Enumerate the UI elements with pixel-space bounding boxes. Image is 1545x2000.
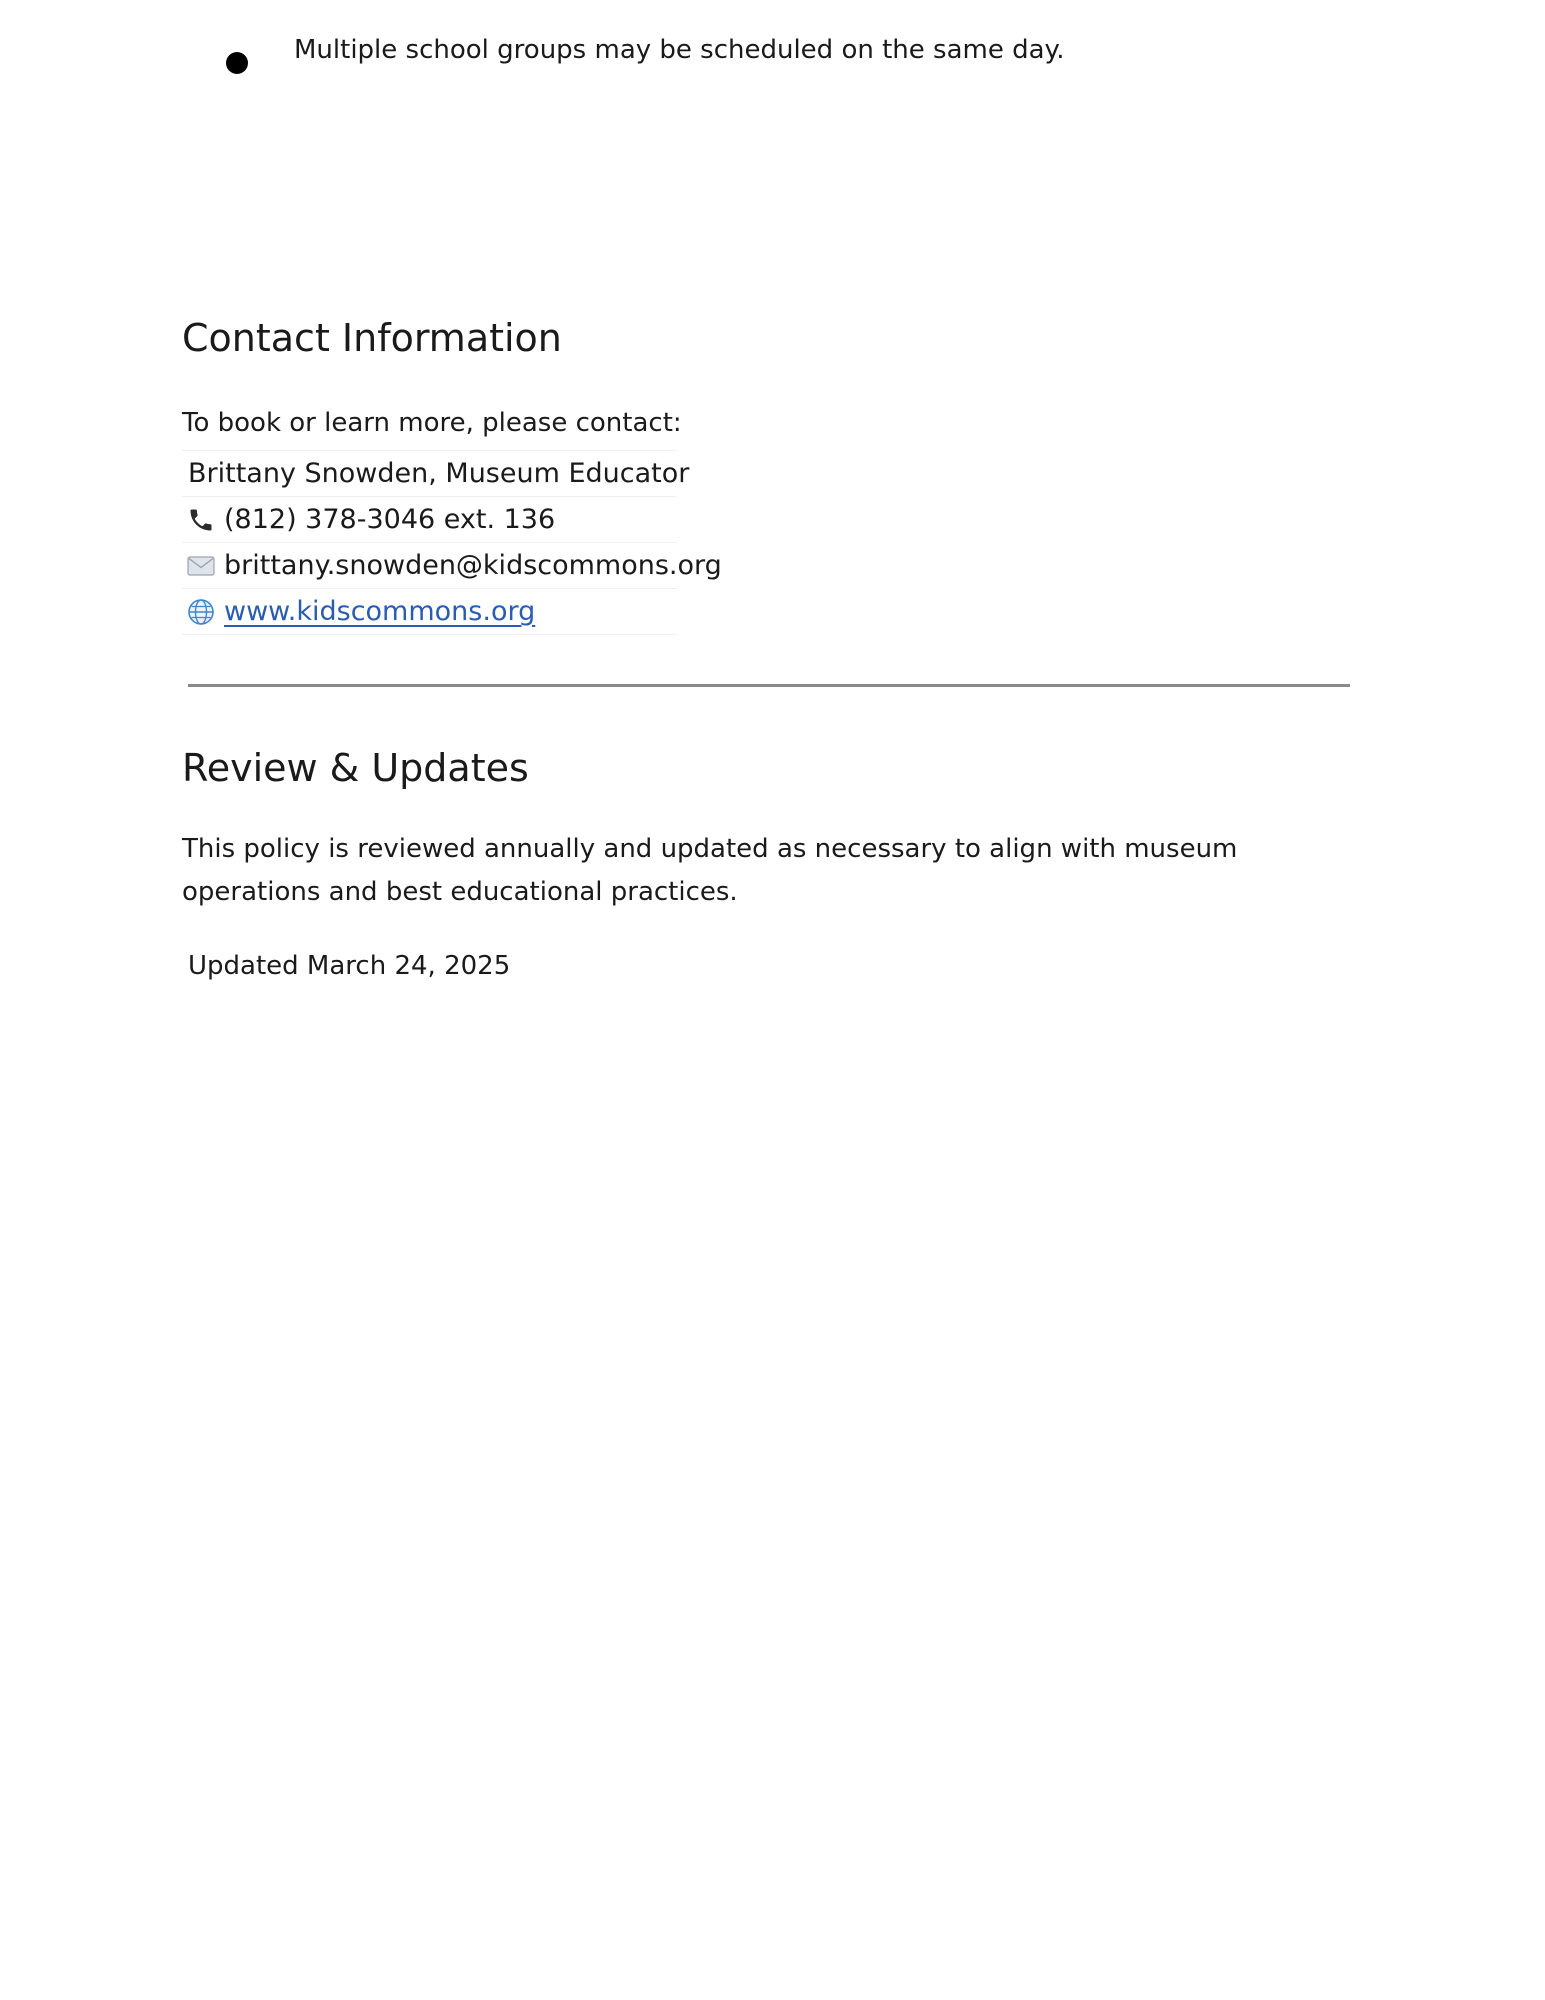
contact-phone: (812) 378-3046 ext. 136 <box>224 504 556 535</box>
contact-name: Brittany Snowden, Museum Educator <box>182 450 677 497</box>
envelope-icon <box>186 551 216 581</box>
bullet-text: Multiple school groups may be scheduled on the same day. <box>294 35 1065 65</box>
review-body: This policy is reviewed annually and updated as necessary to align with museum operations and best educational practices. <box>182 834 1238 907</box>
contact-website-row <box>182 589 677 635</box>
contact-email-row <box>182 543 722 589</box>
contact-block <box>182 450 722 635</box>
contact-phone-row <box>182 497 677 543</box>
website-link[interactable]: www.kidscommons.org <box>224 596 536 627</box>
contact-heading: Contact Information <box>182 316 562 360</box>
phone-icon <box>186 505 216 535</box>
section-divider <box>188 684 1350 687</box>
contact-intro: To book or learn more, please contact: <box>182 408 682 438</box>
list-item <box>226 32 1064 74</box>
review-heading: Review & Updates <box>182 746 529 790</box>
contact-email[interactable]: brittany.snowden@kidscommons.org <box>224 550 722 581</box>
bullet-dot-icon <box>226 52 248 74</box>
globe-icon <box>186 597 216 627</box>
updated-date: Updated March 24, 2025 <box>188 951 511 981</box>
